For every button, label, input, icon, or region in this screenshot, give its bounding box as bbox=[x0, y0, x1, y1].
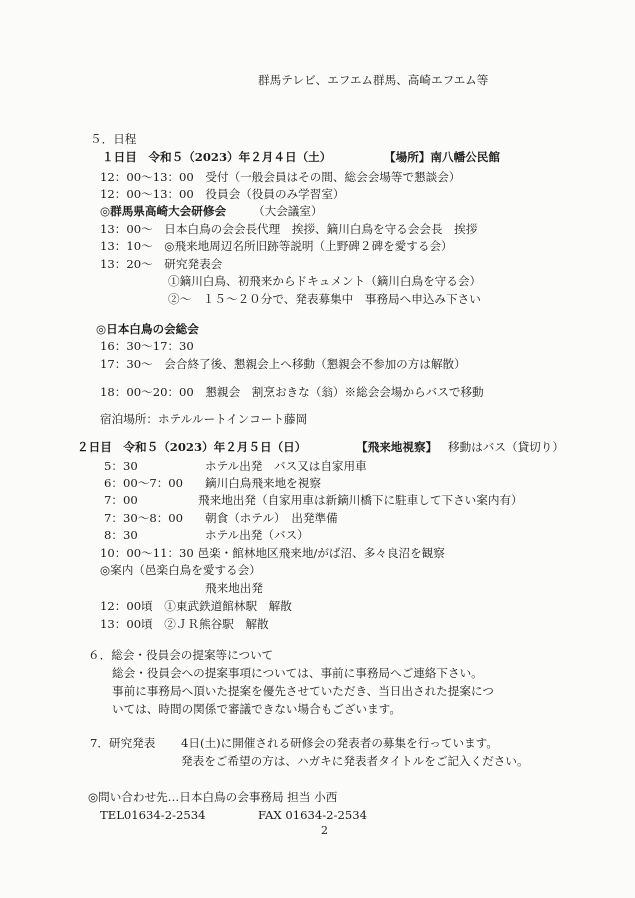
day2-transport: 移動はバス（貸切り） bbox=[448, 440, 564, 454]
day2-item-time: 5：30 bbox=[104, 459, 138, 473]
proposals-text-3: いては、時間の関係で審議できない場合もございます。 bbox=[112, 702, 401, 716]
day1-line-explanation: 13：10～ ◎飛来地周辺名所旧跡等説明（上野碑２碑を愛する会） bbox=[100, 239, 453, 253]
day1-line-party: 18：00～20：00 懇親会 割烹おきな（翁）※総会会場からバスで移動 bbox=[100, 385, 484, 399]
day2-item-time: 7：30～8：00 bbox=[104, 511, 184, 525]
day2-line-observation: 10：00～11：30 邑楽・館林地区飛来地/がば沼、多々良沼を観察 bbox=[100, 546, 445, 560]
day2-line-tatebayashi: 12：00頃 ①東武鉄道館林駅 解散 bbox=[100, 599, 292, 613]
day1-line-move: 17：30～ 会合終了後、懇親会上へ移動（懇親会不参加の方は解散） bbox=[100, 357, 466, 371]
assembly-title: ◎日本白鳥の会総会 bbox=[96, 322, 199, 336]
schedule-heading: ５．日程 bbox=[90, 132, 137, 146]
day2-item-desc: 鏑川白鳥飛来地を視察 bbox=[205, 476, 321, 490]
contact-tel: TEL01634-2-2534 bbox=[100, 808, 206, 822]
proposals-text-2: 事前に事務局へ頂いた提案を優先させていただき、当日出された提案につ bbox=[112, 684, 494, 698]
contact-line: ◎問い合わせ先…日本白鳥の会事務局 担当 小西 bbox=[88, 790, 338, 804]
day2-item-desc: 飛来地出発（自家用車は新鏑川橋下に駐車して下さい案内有） bbox=[198, 493, 523, 507]
day2-line-kumagaya: 13：00頃 ②ＪＲ熊谷駅 解散 bbox=[100, 617, 269, 631]
proposals-text-1: 総会・役員会への提案事項については、事前に事務局へご連絡下さい。 bbox=[112, 666, 483, 680]
day1-line-reception: 12：00～13：00 受付（一般会員はその間、総会会場等で懇談会） bbox=[100, 170, 461, 184]
page-number: 2 bbox=[321, 824, 328, 837]
day1-line-research-2: ②～ １５～２０分で、発表募集中 事務局へ申込み下さい bbox=[168, 292, 481, 306]
media-list: 群馬テレビ、エフエム群馬、高崎エフエム等 bbox=[258, 73, 489, 87]
day2-item-time: 6：00～7：00 bbox=[104, 476, 184, 490]
lodging: 宿泊場所：ホテルルートインコート藤岡 bbox=[100, 412, 308, 426]
day1-line-assembly-time: 16：30～17：30 bbox=[100, 339, 194, 353]
day2-depart: 飛来地出発 bbox=[205, 581, 263, 595]
day1-line-research-1: ①鏑川白鳥、初飛来からドキュメント（鏑川白鳥を守る会） bbox=[168, 274, 482, 288]
day2-item-time: 8：30 bbox=[104, 528, 138, 542]
day1-venue: 【場所】南八幡公民館 bbox=[384, 150, 500, 164]
seminar-title: ◎群馬県高崎大会研修会 bbox=[100, 204, 227, 218]
day2-guide: ◎案内（邑楽白鳥を愛する会） bbox=[100, 563, 261, 577]
seminar-room: （大会議室） bbox=[253, 204, 323, 218]
research-heading: 7．研究発表 bbox=[90, 736, 156, 750]
day1-line-board: 12：00～13：00 役員会（役員のみ学習室） bbox=[100, 187, 345, 201]
contact-fax: FAX 01634-2-2534 bbox=[258, 808, 367, 822]
day2-item-desc: ホテル出発（バス） bbox=[205, 528, 309, 542]
day1-header: １日目 令和５（2023）年２月４日（土） bbox=[102, 150, 332, 164]
day2-header: ２日目 令和５（2023）年２月５日（日） bbox=[77, 440, 307, 454]
research-text-1: 4日(土)に開催される研修会の発表者の募集を行っています。 bbox=[181, 736, 498, 750]
proposals-heading: ６．総会・役員会の提案等について bbox=[88, 648, 274, 662]
day2-item-time: 7：00 bbox=[104, 493, 138, 507]
day2-item-desc: ホテル出発 バス又は自家用車 bbox=[205, 459, 367, 473]
day1-line-greeting: 13：00～ 日本白鳥の会会長代理 挨拶、鏑川白鳥を守る会会長 挨拶 bbox=[100, 222, 478, 236]
day2-item-desc: 朝食（ホテル） 出発準備 bbox=[205, 511, 338, 525]
day1-line-research: 13：20～ 研究発表会 bbox=[100, 257, 223, 271]
day2-tour-label: 【飛来地視察】 bbox=[356, 440, 438, 454]
research-text-2: 発表をご希望の方は、ハガキに発表者タイトルをご記入ください。 bbox=[181, 754, 529, 768]
